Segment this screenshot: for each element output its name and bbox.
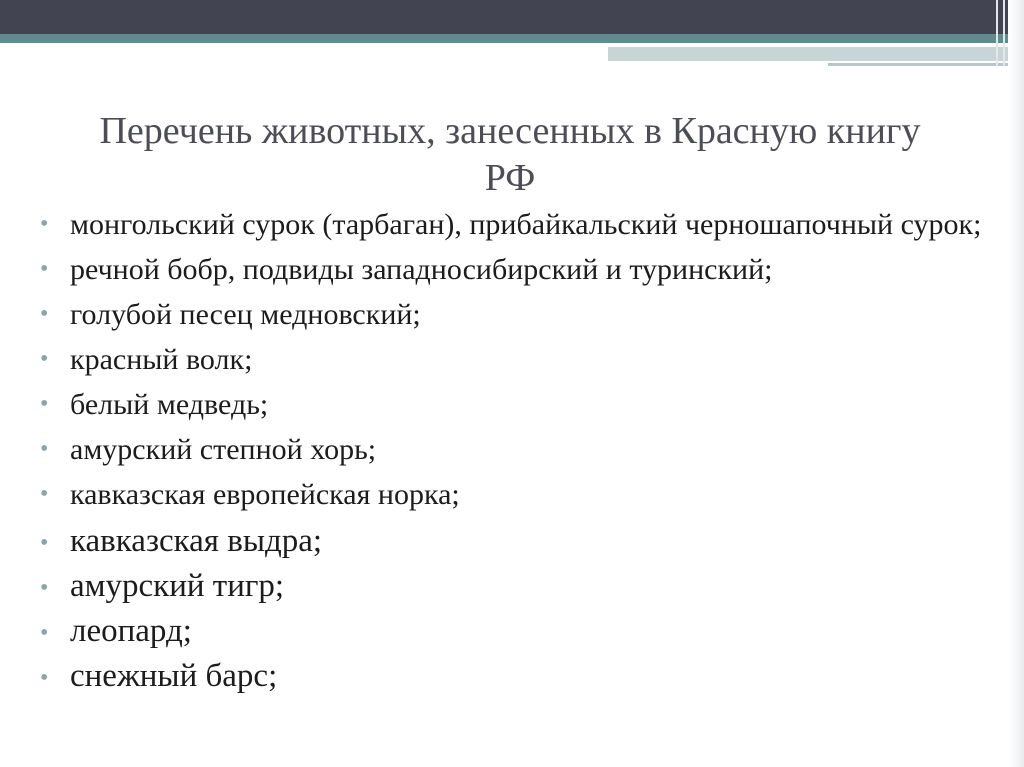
slide-title-line-2: РФ xyxy=(484,157,536,199)
list-item xyxy=(40,339,1010,380)
slide-title-line-1: Перечень животных, занесенных в Красную книгу xyxy=(99,110,921,152)
list-item xyxy=(40,654,1010,699)
list-item-text: голубой песец медновский; xyxy=(70,298,421,331)
list-item-text: монгольский сурок (тарбаган), прибайкальский черношапочный сурок; xyxy=(70,208,982,241)
list-item-text: амурский степной хорь; xyxy=(70,433,377,466)
bullet-icon: • xyxy=(40,530,49,556)
animal-list xyxy=(40,204,1010,699)
list-item xyxy=(40,429,1010,470)
bullet-icon: • xyxy=(40,391,49,417)
list-item-text: красный волк; xyxy=(70,343,253,376)
bullet-icon: • xyxy=(40,256,49,282)
bullet-icon: • xyxy=(40,481,49,507)
slide-title xyxy=(60,108,960,202)
header-band-light xyxy=(608,47,1024,61)
list-item xyxy=(40,564,1010,609)
decorative-line xyxy=(1003,0,1005,66)
bullet-icon: • xyxy=(40,301,49,327)
list-item-text: речной бобр, подвиды западносибирский и туринский; xyxy=(70,253,773,286)
bullet-icon: • xyxy=(40,346,49,372)
bullet-icon: • xyxy=(40,575,49,601)
list-item xyxy=(40,474,1010,515)
decorative-line xyxy=(996,0,998,66)
header-band-dark xyxy=(0,0,1024,34)
bullet-icon: • xyxy=(40,211,49,237)
slide-edge-shadow xyxy=(1008,0,1024,767)
list-item xyxy=(40,294,1010,335)
list-item-text: кавказская выдра; xyxy=(70,523,323,559)
list-item-text: амурский тигр; xyxy=(70,568,285,604)
list-item-text: леопард; xyxy=(70,613,192,649)
list-item-text: снежный барс; xyxy=(70,658,278,694)
bullet-icon: • xyxy=(40,665,49,691)
list-item xyxy=(40,609,1010,654)
header-band-thin xyxy=(828,63,1024,66)
list-item-text: белый медведь; xyxy=(70,388,269,421)
bullet-icon: • xyxy=(40,436,49,462)
list-item xyxy=(40,249,1010,290)
list-item xyxy=(40,519,1010,564)
bullet-icon: • xyxy=(40,620,49,646)
list-item xyxy=(40,204,1010,245)
header-band-teal xyxy=(0,34,1024,43)
list-item xyxy=(40,384,1010,425)
list-item-text: кавказская европейская норка; xyxy=(70,478,460,511)
